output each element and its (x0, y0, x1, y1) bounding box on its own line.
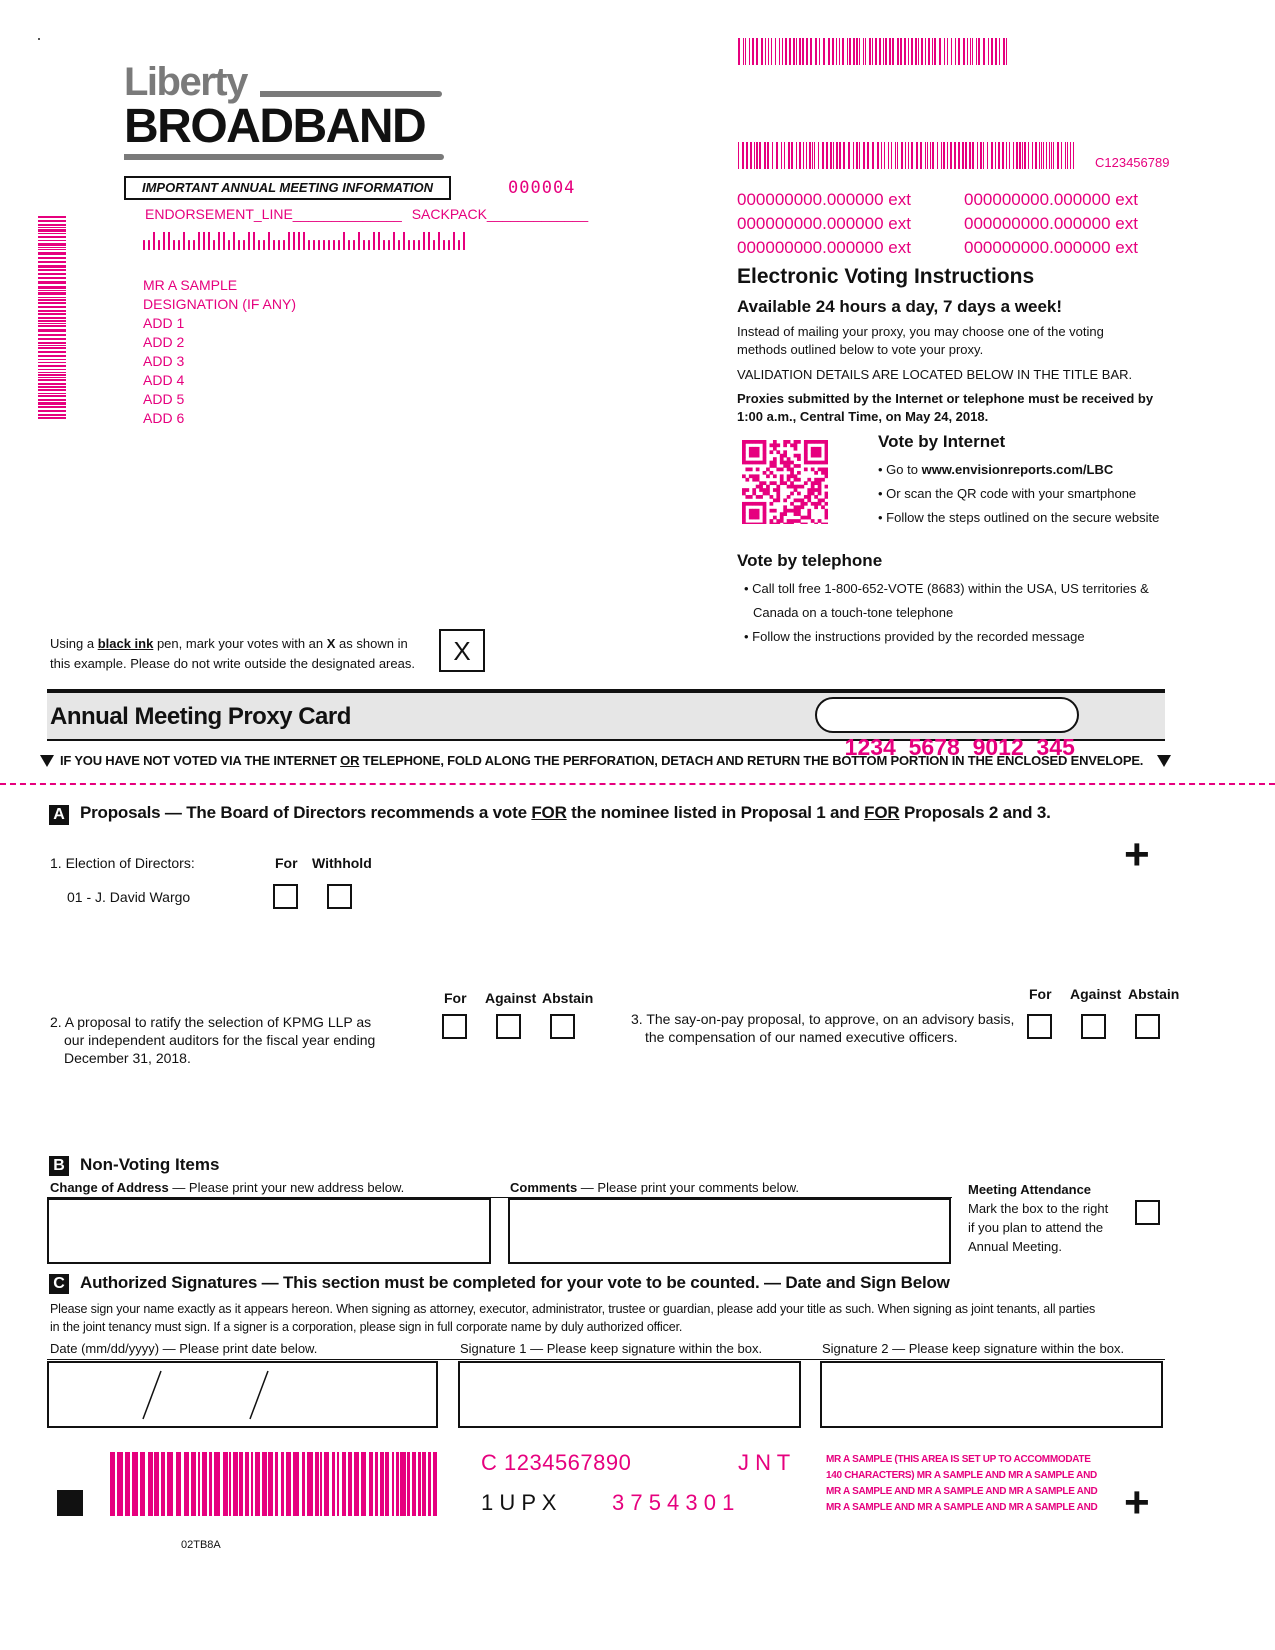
phone-bullet-1a: • Call toll free 1-800-652-VOTE (8683) within the USA, US territories & (744, 581, 1149, 596)
proposal-1-withhold-header: Withhold (312, 855, 372, 871)
address-line: ADD 1 (143, 315, 185, 331)
plus-mark-icon: + (1124, 830, 1150, 879)
notice-code: 000004 (508, 178, 576, 198)
section-a-letter: A (49, 805, 69, 825)
sa-h-e: Proposals 2 and 3. (899, 803, 1051, 822)
evote-p1b: methods outlined below to vote your proxy. (737, 342, 984, 357)
proposal-3-abstain-checkbox[interactable] (1135, 1014, 1160, 1039)
section-c-paragraph (50, 1300, 1095, 1336)
sa-h-c: the nominee listed in Proposal 1 and (566, 803, 865, 822)
proposal-2-for-checkbox[interactable] (442, 1014, 467, 1039)
ext-line: 000000000.000000 ext (737, 238, 911, 257)
phone-bullet-2: • Follow the instructions provided by the recorded message (744, 629, 1085, 644)
internet-bullets (878, 458, 1159, 530)
ext-line: 000000000.000000 ext (964, 190, 1138, 209)
proposal-3-against-header: Against (1070, 986, 1122, 1002)
notice-label-text: IMPORTANT ANNUAL MEETING INFORMATION (141, 180, 434, 195)
com-bold: Comments (510, 1180, 578, 1195)
proposal-3-line-1: 3. The say-on-pay proposal, to approve, on an advisory basis, (631, 1011, 1015, 1027)
sa-h-a: Proposals — The Board of Directors recommends a vote (80, 803, 532, 822)
proposal-2-text (50, 1013, 375, 1067)
internet-title: Vote by Internet (878, 432, 1006, 451)
logo-liberty: Liberty (124, 60, 247, 104)
fold-notice (60, 753, 1143, 768)
perforation-line (0, 783, 1275, 785)
ext-line: 000000000.000000 ext (964, 238, 1138, 257)
evote-subtitle: Available 24 hours a day, 7 days a week! (737, 297, 1063, 316)
example-mark-box (439, 629, 485, 672)
top-barcode-2 (738, 142, 1078, 169)
sample-line-1: MR A SAMPLE (THIS AREA IS SET UP TO ACCOMMODATE (826, 1454, 1091, 1465)
proposal-3-abstain-header: Abstain (1128, 986, 1180, 1002)
plus-mark-icon: + (1124, 1478, 1150, 1527)
date-separator-2 (246, 1369, 272, 1421)
down-triangle-icon (40, 755, 54, 767)
ext-line: 000000000.000000 ext (737, 190, 911, 209)
meeting-attendance-title: Meeting Attendance (968, 1182, 1092, 1197)
section-b-letter: B (49, 1156, 69, 1176)
proposal-2-line-3: December 31, 2018. (64, 1050, 191, 1066)
signature-2-field[interactable] (820, 1361, 1163, 1428)
notice-label (124, 176, 451, 200)
sample-line-2: 140 CHARACTERS) MR A SAMPLE AND MR A SAMPLE AND (826, 1470, 1097, 1481)
footer-code-3: 1 U P X (481, 1490, 557, 1515)
endorsement-line (145, 206, 588, 222)
address-line: ADD 4 (143, 372, 185, 388)
proposal-3-text (631, 1010, 1014, 1046)
comments-field[interactable] (508, 1198, 951, 1264)
section-c-rule (47, 1359, 1165, 1360)
meeting-attendance (968, 1180, 1108, 1256)
com-rest: — Please print your comments below. (577, 1180, 800, 1195)
sa-h-b: FOR (531, 803, 567, 822)
phone-title: Vote by telephone (737, 551, 883, 570)
proposal-2-against-header: Against (485, 990, 537, 1006)
ext-line: 000000000.000000 ext (964, 214, 1138, 233)
fold-b: OR (340, 753, 360, 768)
down-triangle-icon (1157, 755, 1171, 767)
fold-a: IF YOU HAVE NOT VOTED VIA THE INTERNET (60, 753, 341, 768)
sample-name-block (826, 1452, 1097, 1516)
logo-swoosh-bottom (124, 154, 444, 160)
meeting-attendance-line-1: Mark the box to the right (968, 1201, 1109, 1216)
instr-e: as shown in (335, 636, 408, 651)
sample-line-3: MR A SAMPLE AND MR A SAMPLE AND MR A SAMPLE AND (826, 1486, 1098, 1497)
internet-bullet-1 (878, 458, 1159, 482)
logo-swoosh-top (260, 91, 442, 97)
account-number: C123456789 (1095, 155, 1170, 170)
instr-d: X (326, 636, 336, 651)
evote-title: Electronic Voting Instructions (737, 265, 1035, 288)
proposal-2-line-1: 2. A proposal to ratify the selection of KPMG LLP as (50, 1014, 372, 1030)
logo-broadband: BROADBAND (124, 100, 426, 153)
phone-bullets (744, 577, 1149, 649)
phone-bullet-1b: Canada on a touch-tone telephone (753, 605, 954, 620)
proposal-3-for-checkbox[interactable] (1027, 1014, 1052, 1039)
postal-barcode (143, 232, 468, 250)
address-line: ADD 5 (143, 391, 185, 407)
example-mark: X (453, 636, 471, 666)
meeting-attendance-checkbox[interactable] (1135, 1200, 1160, 1225)
proposal-3-line-2: the compensation of our named executive officers. (645, 1029, 958, 1045)
address-line: ADD 3 (143, 353, 185, 369)
evote-deadline (737, 390, 1153, 426)
section-b-title: Non-Voting Items (80, 1155, 220, 1174)
section-c-letter: C (49, 1274, 69, 1294)
date-label: Date (mm/dd/yyyy) — Please print date below. (50, 1341, 318, 1356)
proposal-2-against-checkbox[interactable] (496, 1014, 521, 1039)
address-line: ADD 6 (143, 410, 185, 426)
proposal-2-abstain-checkbox[interactable] (550, 1014, 575, 1039)
card-title: Annual Meeting Proxy Card (50, 703, 351, 730)
date-field[interactable] (47, 1361, 438, 1428)
section-c-p-line-1: Please sign your name exactly as it appears hereon. When signing as attorney, executor, administrator, trustee or guardian, please add your title as such. When signing as joint tenants, all parties (50, 1302, 1096, 1316)
section-c-title: Authorized Signatures — This section must be completed for your vote to be counted. — Date and Sign Below (80, 1273, 950, 1292)
endorsement-line-2: SACKPACK_____________ (411, 206, 589, 222)
change-of-address-field[interactable] (47, 1198, 491, 1264)
address-line: MR A SAMPLE (143, 277, 238, 293)
address-line: ADD 2 (143, 334, 185, 350)
coa-rest: — Please print your new address below. (168, 1180, 405, 1195)
proposal-2-line-2: our independent auditors for the fiscal year ending (64, 1032, 376, 1048)
instr-c: pen, mark your votes with an (153, 636, 327, 651)
proposal-3-against-checkbox[interactable] (1081, 1014, 1106, 1039)
form-code: 02TB8A (181, 1539, 221, 1551)
evote-p3a: Proxies submitted by the Internet or telephone must be received by (737, 391, 1154, 406)
endorsement-line-1: ENDORSEMENT_LINE______________ (145, 206, 402, 222)
nominee-for-checkbox[interactable] (273, 884, 298, 909)
vertical-barcode (38, 216, 66, 422)
sa-h-d: FOR (864, 803, 900, 822)
proposal-2-abstain-header: Abstain (542, 990, 594, 1006)
internet-url-link[interactable]: www.envisionreports.com/LBC (921, 462, 1114, 477)
signature-1-label: Signature 1 — Please keep signature within the box. (460, 1341, 763, 1356)
footer-barcode (110, 1452, 440, 1516)
control-number-text: 1234 5678 9012 345 (844, 734, 1075, 760)
sample-line-4: MR A SAMPLE AND MR A SAMPLE AND MR A SAMPLE AND (826, 1502, 1098, 1513)
internet-bullet-3: • Follow the steps outlined on the secure website (878, 510, 1160, 525)
meeting-attendance-line-2: if you plan to attend the (968, 1220, 1104, 1235)
logo (124, 62, 454, 166)
marking-instructions (50, 634, 415, 674)
section-a-heading (80, 803, 1051, 823)
mailing-address (143, 276, 296, 428)
evote-paragraph (737, 323, 1104, 359)
change-of-address-label (50, 1180, 404, 1195)
signature-2-label: Signature 2 — Please keep signature within the box. (822, 1341, 1125, 1356)
signature-1-field[interactable] (458, 1361, 801, 1428)
meeting-attendance-line-3: Annual Meeting. (968, 1239, 1062, 1254)
proposal-3-for-header: For (1029, 986, 1052, 1002)
coa-bold: Change of Address (50, 1180, 169, 1195)
footer-code-4: 3 7 5 4 3 0 1 (612, 1490, 735, 1515)
title-bar (47, 689, 1165, 760)
internet-bullet-1-text: • Go to (878, 462, 922, 477)
ext-line: 000000000.000000 ext (737, 214, 911, 233)
qr-code-icon (742, 440, 828, 524)
proposal-1-label: 1. Election of Directors: (50, 855, 195, 871)
nominee-withhold-checkbox[interactable] (327, 884, 352, 909)
evote-p3b: 1:00 a.m., Central Time, on May 24, 2018. (737, 409, 989, 424)
corner-dot (38, 38, 40, 40)
nominee-name: 01 - J. David Wargo (67, 889, 191, 905)
evote-validation: VALIDATION DETAILS ARE LOCATED BELOW IN THE TITLE BAR. (737, 367, 1133, 382)
control-number (815, 697, 1079, 760)
instructions-line-2: this example. Please do not write outside the designated areas. (50, 656, 415, 671)
footer-code-1: C 1234567890 (481, 1450, 632, 1475)
top-barcode-1 (738, 38, 1010, 65)
proposal-2-for-header: For (444, 990, 467, 1006)
instr-b: black ink (97, 636, 154, 651)
fold-c: TELEPHONE, FOLD ALONG THE PERFORATION, DETACH AND RETURN THE BOTTOM PORTION IN THE ENCLOSED ENVELOPE. (359, 753, 1144, 768)
proposal-1-for-header: For (275, 855, 298, 871)
instructions-line-1 (50, 634, 415, 654)
section-c-p-line-2: in the joint tenancy must sign. If a signer is a corporation, please sign in full corporate name by duly authorized officer. (50, 1320, 683, 1334)
internet-bullet-2: • Or scan the QR code with your smartphone (878, 486, 1137, 501)
date-separator-1 (139, 1369, 165, 1421)
instr-a: Using a (50, 636, 98, 651)
registration-square (57, 1490, 83, 1516)
footer-code-2: J N T (738, 1450, 791, 1475)
evote-p1a: Instead of mailing your proxy, you may choose one of the voting (737, 324, 1104, 339)
comments-label (510, 1180, 799, 1195)
address-line: DESIGNATION (IF ANY) (143, 296, 296, 312)
